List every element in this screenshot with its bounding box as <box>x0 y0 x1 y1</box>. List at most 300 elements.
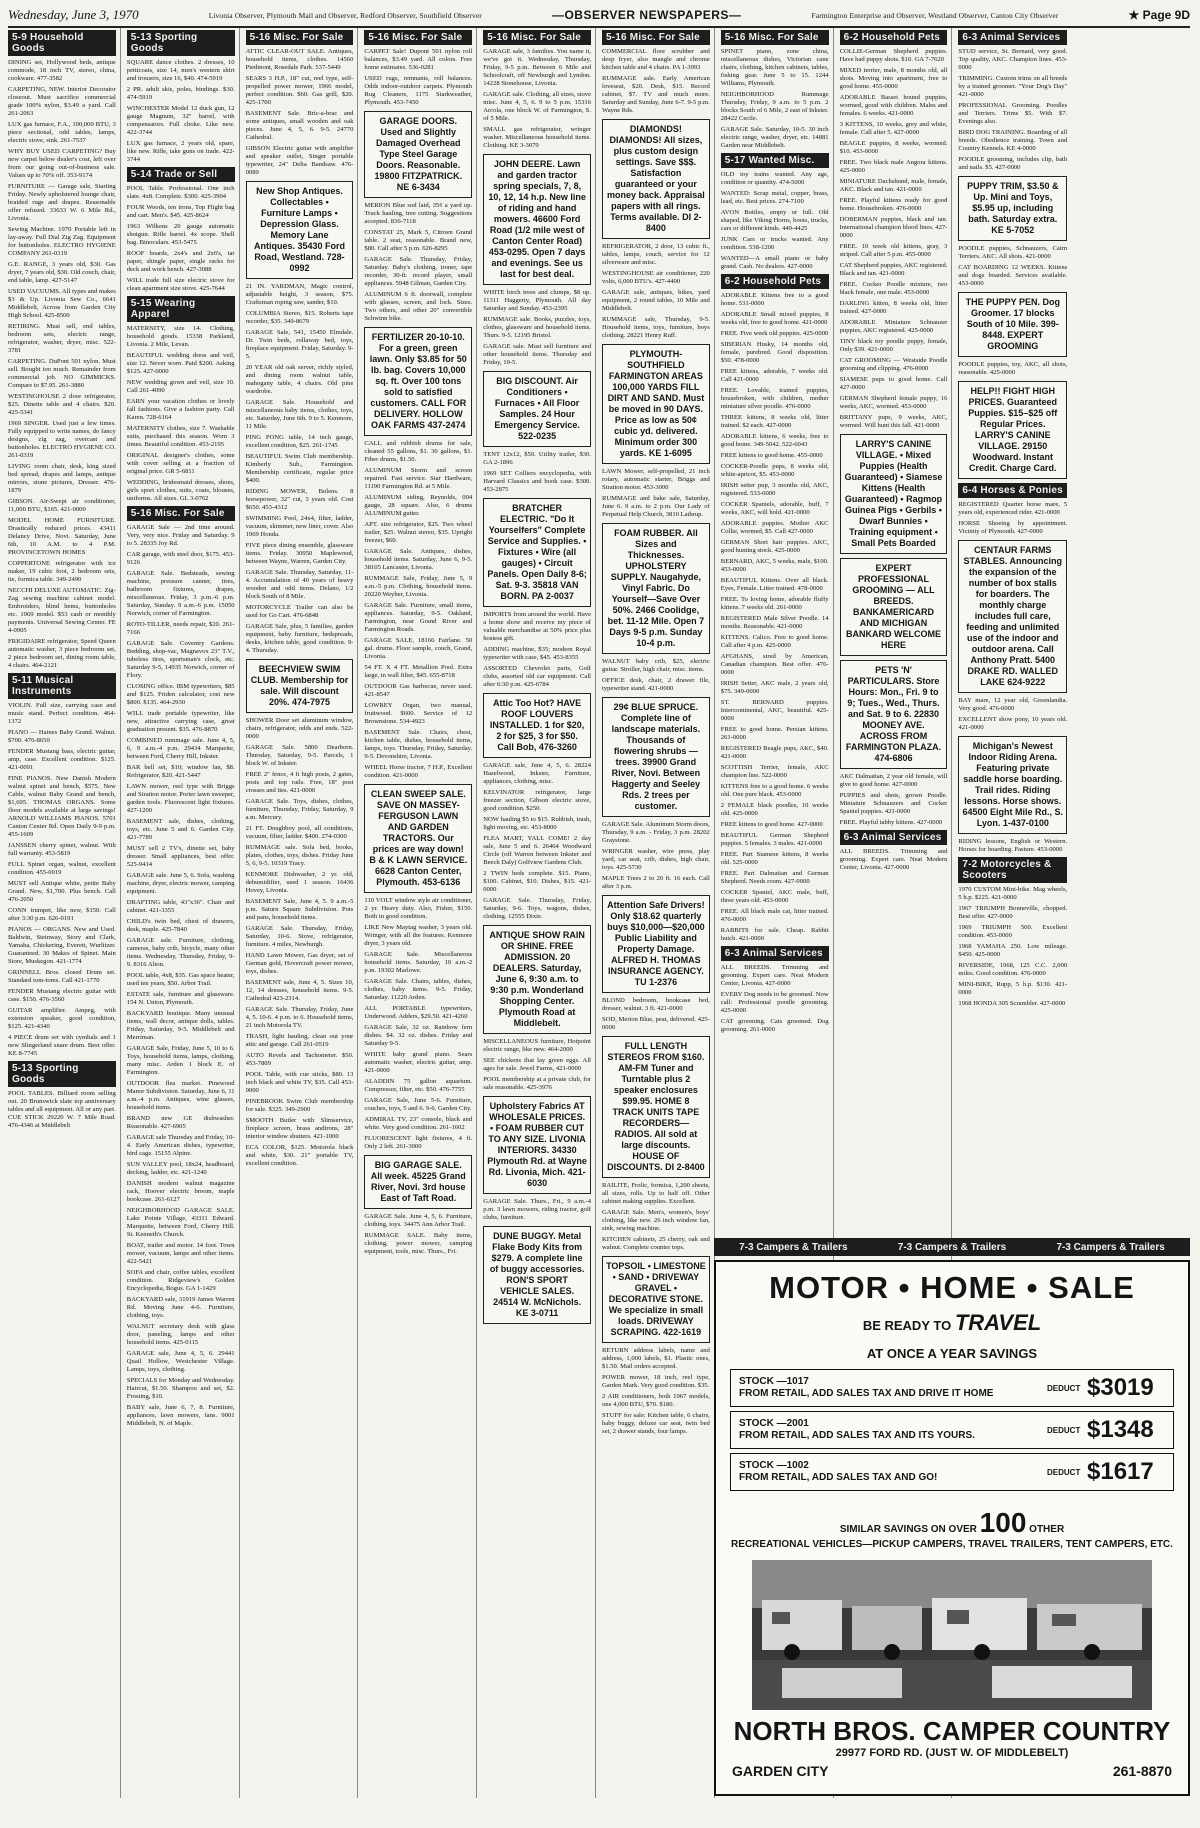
classified-ad: MUST sell Antique white, petite Baby Grand. New, $1,700. Plus bench. Call 476-2050 <box>8 880 116 903</box>
classified-ad: GARAGE Sale. Saturday, 10-5. 30 inch electric range, washer, dryer, etc. 14881 Garden near Middlebelt. <box>720 126 829 149</box>
display-ad-text: TOPSOIL • LIMESTONE • SAND • DRIVEWAY GRAVEL • DECORATIVE STONE. We specialize in small loads. DRIVEWAY SCRAPING. 422-1619 <box>606 1261 706 1337</box>
display-ad-text: New Shop Antiques. Collectables • Furniture Lamps • Depression Glass. Memory Lane Antiques. 35430 Ford Road, Westland. 728-0992 <box>253 186 345 273</box>
classified-ad: GARAGE Sale. Bedsteads, sewing machine, pressure canner, tires, bathroom fixtures, drapes, miscellaneous. Friday, 3 p.m.-6 p.m. Saturday, Sunday. 9 a.m.-6 p.m. 15050 Norwich, corner of Farmington. <box>126 570 235 617</box>
classified-ad: KELVINATOR refrigerator, large freezer section, Gibson electric stove, good condition. $250. <box>483 789 591 812</box>
classified-ad: ALADDIN 75 gallon aquarium. Compressor, filter, etc. $50. 476-7755 <box>364 1078 473 1093</box>
classified-ad: SHOWER Door set aluminum window, chairs, refrigerator, odds and ends. 522-0000 <box>245 717 354 740</box>
similar-savings: SIMILAR SAVINGS ON OVER 100 OTHER <box>839 1507 1065 1538</box>
classified-ad: WEDDING, bridesmaid dresses, shoes, girls sport clothes, suits, coats, blouses, uniforms. All sizes. GL 3-0762 <box>126 479 235 502</box>
category-heading: 7-2 Motorcycles & Scooters <box>958 857 1067 883</box>
masthead <box>8 4 1190 28</box>
display-ad-text: BIG GARAGE SALE. All week. 45225 Grand River, Novi. 3rd house East of Taft Road. <box>370 1160 466 1203</box>
classified-ad: CONSTAT 25, Mark 5, Citroen Grand table. 2 seat, reasonable. Brand new, $80. Call after 5 p.m. 626-8295 <box>364 229 473 252</box>
classified-ad: SWIMMING Pool, 24x4, filter, ladder, vacuum, skimmer, new liner, cover. Also 1969 Honda. <box>245 515 354 538</box>
stock-number: STOCK —1002 <box>739 1460 809 1471</box>
classified-ad: ADORABLE puppies. Mother AKC Collie, wormed, $5. Call 427-0000 <box>720 520 829 535</box>
classified-ad: FREE. Two black male Angora kittens. 425-0000 <box>839 159 948 174</box>
display-ad <box>958 540 1067 693</box>
classified-ad: CAT Shepherd puppies, AKC registered. Black and tan. 421-0000 <box>839 262 948 277</box>
display-ad-text: PUPPY TRIM, $3.50 & Up. Mini and Toys, $5.95 up, including bath. Saturday extra. KE 5-7052 <box>967 181 1059 235</box>
classified-ad: AVON Bottles, empty or full. Old shaped, like Viking Horns, boots, trucks, cars or different kinds. 449-4425 <box>720 209 829 232</box>
classified-ad: FENDER Mustang electric guitar with case. $150. 476-3560 <box>8 988 116 1003</box>
classified-ad: FLEA MART, YALL COME! 2 day sale, June 5 and 6. 26464 Woodward Circle (off Warren between Inkster and Beech Daly) Golfview Gardens Club. <box>483 835 591 866</box>
classified-ad: TRASH, light hauling, clean out your attic and garage. Call 261-0519 <box>245 1033 354 1048</box>
category-heading: 6-2 Household Pets <box>721 274 829 289</box>
category-heading: 5-11 Musical Instruments <box>8 673 116 699</box>
category-heading: 5-17 Wanted Misc. <box>721 153 829 168</box>
display-ad <box>364 784 472 893</box>
classified-ad: DRAFTING table, 43"x36". Chair and cabinet. 421-3355 <box>126 899 235 914</box>
classified-ad: 1969 SINGER. Used just a few times. Fully equipped to write names, do fancy designs, zig zag, overcast and buttonholes. ELECTRO HYGIENE CO. 261-0319 <box>8 420 116 459</box>
display-ad-text: FOAM RUBBER. All Sizes and Thicknesses. UPHOLSTERY SUPPLY. Naugahyde, Vinyl Fabric. Do Yourself—Save Over 50%. 2466 Coolidge, bet. 11-12 Mile. Open 7 Days 9-5 p.m. Sunday 10-4 p.m. <box>607 528 705 648</box>
classified-ad: SEE chickens that lay green eggs. All ages for sale. Jewel Farms, 421-0000 <box>483 1057 591 1072</box>
classified-ad: 1970 CUSTOM Mini-bike. Mag wheels, 5 h.p. $225. 421-0000 <box>958 886 1068 901</box>
classified-ad: BEAUTIFUL Swim Club membership. Kimberly Sub., Farmington. Membership certificate, regular price $400. <box>245 453 354 484</box>
classified-ad: POOL Table. Professional. One inch slate. 4x8. Complete. $300. 425-3904 <box>126 185 235 200</box>
classified-ad: STUFF for sale: Kitchen table, 6 chairs, baby buggy, deluxe car seat, twin bed set, 2 drawer stands, four lamps. <box>602 1412 710 1435</box>
classified-ad: KENMORE Dishwasher, 2 yr. old, dehumidifier, used 1 season. 16436 Hovey, Livonia. <box>245 871 354 894</box>
display-ad <box>602 119 710 239</box>
classified-ad: BABY sale, June 6, 7, 8. Furniture, appliances, lawn mowers, fans. 9001 Middlebelt, N. of Maple. <box>126 1404 235 1427</box>
classified-ad: NOW hauling $5 to $15. Rubbish, trash, light moving, etc. 453-8000 <box>483 816 591 831</box>
classified-ad: WINCHESTER Model 12 duck gun, 12 gauge Magnum, 32" barrel, with compensators. Full choke. Like new. 422-3744 <box>126 105 235 136</box>
classified-ad: MINI-BIKE, Rupp, 5 h.p. $130. 421-0000 <box>958 981 1068 996</box>
category-heading: 5-16 Misc. For Sale <box>602 30 710 45</box>
classified-ad: FREE kittens to good home. 455-0000 <box>720 452 823 459</box>
classified-ad: GARAGE sale, antiques, bikes, yard equipment, 2 round tables, 10 Mile and Middlebelt. <box>602 289 710 312</box>
classified-ad: AUTO Revels and Tachometer. $50. 453-7809 <box>245 1052 354 1067</box>
classified-ad: ALL BREEDS. Trimming and grooming. Expert care. Neat Modern Center, Livonia. 427-0000 <box>720 964 829 987</box>
classified-ad: CLOSING office. IBM typewriters, $85 and $125. Friden calculator, cost new $800. $135. 464-2930 <box>126 683 235 706</box>
classified-ad: THREE kittens, 8 weeks old, litter trained. $2 each. 427-0000 <box>720 414 829 429</box>
classified-ad: COCKER Spaniels, adorable, buff, 7 weeks, AKC, will hold. 421-0000 <box>720 501 829 516</box>
classified-ad: SIAMESE pups to good home. Call 427-0000 <box>839 376 948 391</box>
classified-ad: 1963 Wilkens 20 gauge automatic shotgun. Rifle barrel. 4x scope. Shell bag. Binoculars. 453-5475 <box>126 223 235 246</box>
classified-ad: OFFICE desk, chair, 2 drawer file, typewriter stand. 421-0000 <box>602 677 710 692</box>
classified-ad: GERMAN Shepherd female puppy, 16 weeks, AKC, wormed. 453-0000 <box>839 395 948 410</box>
classified-ad: FREE. Playful kittens ready for good home. Housebroken. 476-0000 <box>839 197 948 212</box>
display-ad-text: DUNE BUGGY. Metal Flake Body Kits from $279. A complete line of buggy accessories. RON'S SPORT VEHICLE SALES. 24514 W. McNichols. KE 3-0711 <box>489 1231 585 1318</box>
classified-ad: GARAGE Sale. Chairs, tables, dishes, clothes, baby items. 9-5. Friday, Saturday. 11220 Arden. <box>364 978 473 1001</box>
stock-terms: FROM RETAIL, ADD SALES TAX AND GO! <box>739 1472 938 1483</box>
display-ad <box>958 736 1067 834</box>
classified-ad: SUN VALLEY pool, 18x24, headboard, decking, ladder, etc. 421-1240 <box>126 1161 235 1176</box>
classified-ad: POODLE grooming, includes clip, bath and nails. $5. 427-0000 <box>958 156 1068 171</box>
classified-ad: CARPET Sale! Dupont 501 nylon roll balances, $3.49 yard. All colors. Free home estimates. 536-0281 <box>364 48 473 71</box>
classified-ad: GARAGE Sale. Thursday, Friday, Saturday. Baby's clothing, ironer, tape recorder, 30-ft. record player, small appliances. 5948 Gilman, Garden City. <box>364 256 473 287</box>
classified-ad: MODEL HOME FURNITURE. Drastically reduced prices. 43411 Delancy Drive, Novi. Saturday, June 6th, 10 A.M. to 4 P.M. PROVINCETOWN HOMES <box>8 517 116 556</box>
classified-ad: IRISH setter pup, 3 months old, AKC, registered. 533-0000 <box>720 482 829 497</box>
category-heading: 7-3 Campers & Trailers <box>1056 1241 1165 1253</box>
category-heading: 5-16 Misc. For Sale <box>721 30 829 45</box>
classified-ad: WHITE baby grand piano. Sears automatic washer, electric guitar, amp. 421-0000 <box>364 1051 473 1074</box>
display-ad-text: Upholstery Fabrics AT WHOLESALE PRICES. • FOAM RUBBER CUT TO ANY SIZE. LIVONIA INTERIORS. 34330 Plymouth Rd. at Wayne Rd. Livonia, Mich. 421-6030 <box>487 1101 587 1188</box>
display-ad <box>246 659 354 713</box>
classified-ad: 54 FT. X 4 FT. Metallion Pool. Extra large, in wall filter, $45. 655-8718 <box>364 664 473 679</box>
category-heading: 5-14 Trade or Sell <box>127 167 235 182</box>
camper-lot-image <box>752 1560 1152 1710</box>
classified-ad: GIBSON. Air-Swept air conditioner, 11,000 BTU, $165. 421-0000 <box>8 498 116 513</box>
classified-ad: KITCHEN cabinets, 25 cherry, oak and walnut. Complete counter tops. <box>602 1236 710 1251</box>
stock-number: STOCK —2001 <box>739 1418 809 1429</box>
classified-ad: FREE kittens to good home. 427-0000 <box>720 821 823 828</box>
classified-ad: GARAGE Sale. Men's, women's, boys' clothing, like new. 26 inch window fan, sink, sewing machine. <box>602 1209 710 1232</box>
classified-ad: BASEMENT Sale, June 4, 5. 9 a.m.-5 p.m. Saturn Square Subdivision. Pots and pans, household items. <box>245 898 354 921</box>
classified-ad: CAR garage, with steel door, $175. 453-9126 <box>126 551 235 566</box>
classified-ad: CALL and rubbish drums for sale, cleaned 55 gallons, $1. 30 gallons, $1. Fiber drums, $1.50. <box>364 440 473 463</box>
classified-ad: FOUR Woods, ten irons, Top Flight bag and cart. Men's. $45. 425-8624 <box>126 204 235 219</box>
classified-ad: FREE. 10 week old kittens, gray, 3 striped. Call after 5 p.m. 455-0000 <box>839 243 948 258</box>
classified-ad: WHY BUY USED CARPETING? Buy new carpet below dealer's cost, left over from our going out-of-business sale. Values up to 70% off. 353-9174 <box>8 148 116 179</box>
classified-ad: ADDING machine, $35; modern Royal typewriter with case, $45. 453-8355 <box>483 646 591 661</box>
classified-ad: FURNITURE — Garage sale, Starting Friday. Newly upholstered lounge chair, braided rugs and drapes. Reasonable offer refused. 33633 W. 6 Mile Rd., Livonia. <box>8 183 116 222</box>
display-ad-text: CENTAUR FARMS STABLES. Announcing the expansion of the number of box stalls for boarders. The monthly charge includes full care, feeding and unlimited use of the indoor and outdoor arena. Call Anthony Pratt. 5400 DRAKE RD. WALLED LAKE 624-9222 <box>963 545 1063 687</box>
category-heading: 5-13 Sporting Goods <box>8 1061 116 1087</box>
category-heading: 7-3 Campers & Trailers <box>897 1241 1007 1253</box>
travel-word: TRAVEL <box>954 1310 1042 1335</box>
display-ad <box>958 381 1067 479</box>
category-heading: 5-16 Misc. For Sale <box>364 30 472 45</box>
classified-ad: ROOF boards, 2x4's and 2x6's, tar paper, shingle paper, single racks for deck and work bench. 427-3088 <box>126 250 235 273</box>
classified-ad: APT. size refrigerator, $25. Two wheel trailer, $25. Walnut stereo, $35. Upright freezer, $60. <box>364 521 473 544</box>
classified-ad: FREE. To loving home, adorable fluffy kittens. 7 weeks old. 261-0000 <box>720 596 829 611</box>
classified-ad: WALNUT secretary desk with glass door, paneling, lamps and other household items. 425-0115 <box>126 1323 235 1346</box>
vehicle-types: RECREATIONAL VEHICLES—PICKUP CAMPERS, TRAVEL TRAILERS, TENT CAMPERS, ETC. <box>731 1539 1173 1550</box>
classified-ad: MOTORCYCLE Trailer can also be used for Go Cart. 476-6848 <box>245 604 354 619</box>
deduct-amount: $1617 <box>1087 1458 1154 1485</box>
display-ad <box>483 154 591 285</box>
category-heading: 6-3 Animal Services <box>958 30 1067 45</box>
classified-ad: CAT GROOMING — Westside Poodle grooming and clipping. 476-0000 <box>839 357 948 372</box>
ad-tagline: BE READY TO TRAVEL <box>862 1310 1042 1335</box>
classified-ad: LUX gas furnace, F.A., 100,000 BTU, 3 piece sectional, odd tables, lamps, electric stove, sink. 261-7537 <box>8 121 116 144</box>
classified-ad: KITTENS free to a good home. 6 weeks old. One pure black. 453-0000 <box>720 783 829 798</box>
classified-ad: FREE. Part Siamese kittens, 8 weeks old. 525-0000 <box>720 851 829 866</box>
classified-ad: GARAGE sale, June 4, 5, 6. 28224 Hazelwood, Inkster, Furniture, appliances, clothing, misc. <box>483 762 591 785</box>
category-heading: 5-13 Sporting Goods <box>127 30 235 56</box>
classified-ad: USED rugs, remnants, roll balances. Odds indoor-outdoor carpets. Plymouth Rug Cleaners, 1175 Starkweather, Plymouth. 453-7450 <box>364 75 473 106</box>
classified-ad: GARAGE sale, 3 families. You name it, we've got it. Wednesday, Thursday, Friday, 9-5 p.m. Between 6 Mile and Schoolcraft, off Newburgh and Lyndon. 14228 Stonehouse, Livonia. <box>483 48 591 87</box>
classified-ad: OUTDOOR flea market. Pinewood Manor Subdivision. Saturday, June 6, 11 a.m.-4 p.m. Antiques, wine glasses, household items. <box>126 1080 235 1111</box>
classified-ad: SQUARE dance clothes. 2 dresses, 10 petticoats, size 14, men's western shirt and trousers, size 16, $40. 474-5919 <box>126 59 235 82</box>
classified-ad: POODLE puppies, toy, AKC, all shots, reasonable. 425-0000 <box>958 361 1068 376</box>
classified-ad: 2 TWIN beds complete. $15. Piano, $100. Cabinet, $10. Dishes, $15. 421-0000 <box>483 870 591 893</box>
classified-ad: GARAGE Sale. Toys, dishes, clothes, furniture, Thursday, Friday, Saturday, 9 a.m. Mercury. <box>245 798 354 821</box>
display-ad-text: HELP!! FIGHT HIGH PRICES. Guaranteed Puppies. $15–$25 off Regular Prices. LARRY'S CANINE VILLAGE. 29150 Woodward. Instant Credit. Charge Card. <box>968 386 1058 473</box>
classified-ad: RUMMAGE and bake sale, Saturday, June 6. 9 a.m. to 2 p.m. Our Lady of Perpetual Help Church, 3810 Lathrup. <box>602 495 710 518</box>
classified-ad: POWER mower, 18 inch, reel type, Garden Mark. Very good condition. $35. <box>602 1374 710 1389</box>
classified-ad: 4 PIECE drum set with cymbals and 1 new Slingerland snare drum. Best offer. KE 8-7745 <box>8 1034 116 1057</box>
classified-ad: RAILITE, Frolic, formica, 1,200 sheets, all sizes, rolls. Up to half off. Other cabinet making supplies. Excellent. <box>602 1182 710 1205</box>
display-ad <box>483 693 591 758</box>
classified-ad: STUD service, St. Bernard, very good. Top quality, AKC. Champion lines. 453-0000 <box>958 48 1068 71</box>
display-ad-text: ANTIQUE SHOW RAIN OR SHINE. FREE ADMISSION. 20 DEALERS. Saturday, June 6, 9:30 a.m. to 9:30 p.m. Wonderland Shopping Center. Plymouth Road at Middlebelt. <box>489 930 585 1028</box>
classified-ad: 20 YEAR old oak server, richly styled, and dining room walnut table, mahogany table, 4 chairs. Old pine wardrobe. <box>245 364 354 395</box>
classified-ad: SMOOTH Butler with Slimservice, fireplace screen, brass andirons, 28" interior window shutters. 421-1000 <box>245 1117 354 1140</box>
classified-ad: FREE. Lovable, trained puppies, housebroken, with children, mother miniature silver poodle. 476-0000 <box>720 387 829 410</box>
camper-lot-photo <box>752 1560 1152 1710</box>
classified-ad: 2 AIR conditioners, both 1967 models, one 4,000 BTU, $70. $180. <box>602 1393 710 1408</box>
classified-ad: LUX gas furnace, 2 years old, spare, like new. Rifle, take guns on trade. 422-3744 <box>126 140 235 163</box>
classified-ad: REGISTERED Male Silver Poodle. 14 months. Reasonable. 421-0000 <box>720 615 829 630</box>
display-ad-text: FERTILIZER 20-10-10. For a green, green lawn. Only $3.85 for 50 lb. bag. Covers 10,000 sq. ft. Over 100 tons sold to satisfied customers. CALL FOR DELIVERY. HOLLOW OAK FARMS 437-2474 <box>369 332 467 430</box>
classified-ad: EVERY Dog needs to be groomed. Now call: Professional poodle grooming. 425-0000 <box>720 991 829 1014</box>
display-ad <box>840 434 948 554</box>
classified-ad: 3 KITTENS, 10 weeks, grey and white, female. Call after 5. 427-0000 <box>839 121 948 136</box>
classified-ad: 110 VOLT window style air conditioner, 2 yr. Heavy duty. Also, Fisher, $150. Both in good condition. <box>364 897 473 920</box>
classified-ad: MERION Blue sod laid, 35¢ a yard up. Truck hauling, tree cutting. Suggestions accepted. 836-7118 <box>364 202 473 225</box>
display-ad <box>364 1155 472 1209</box>
classified-ad: NEW wedding gown and veil, size 10. Call 261-4090 <box>126 379 235 394</box>
classified-ad: RUMMAGE sale. Books, puzzles, toys, clothes, glassware and household items. Thurs. 9-5. 12195 Bristol. <box>483 316 591 339</box>
display-ad <box>364 327 472 436</box>
classified-ad: GERMAN Short hair puppies. AKC, good hunting stock. 425-0000 <box>720 539 829 554</box>
classified-ad: ALUMINUM Storm and screen repaired. Fast service. Star Hardware, 11190 Farmington Rd. at 5 Mile. <box>364 467 473 490</box>
classified-ad: BAR bell set, $10; window fan, $8. Refrigerator, $20. 421-5447 <box>126 764 235 779</box>
display-ad <box>958 176 1067 241</box>
dealer-name: NORTH BROS. CAMPER COUNTRY <box>733 1716 1171 1746</box>
classified-ad: GARAGE Sale. Thursday, Saturday, 11-4. Accumulation of 40 years of heavy wooden and odd items. Delano, 1/2 block South of 8 Mile. <box>245 569 354 600</box>
classified-ad: TINY black toy poodle puppy, female, Only $39. 421-0000 <box>839 338 948 353</box>
classified-ad: DOBERMAN puppies, black and tan. International champion blood lines. 427-0000 <box>839 216 948 239</box>
classified-ad: 2 FEMALE black poodles, 10 weeks old. 425-0000 <box>720 802 829 817</box>
category-heading: 5-15 Wearing Apparel <box>127 296 235 322</box>
display-ad <box>958 292 1067 357</box>
classified-ad: USED VACUUMS. All types and makes $3 & Up. Livonia Sew Co., 6641 Middlebelt, Across from Garden City High School. 425-8500 <box>8 288 116 319</box>
classified-ad: IRISH Setter, AKC male, 2 years old, $75. 349-0000 <box>720 680 829 695</box>
classified-ad: GARAGE sale. Clothing, all sizes, stove misc. June 4, 5, 6. 9 to 5 p.m. 15316 Arcola, one block W. of Farmington, S. of 5 Mile. <box>483 91 591 122</box>
stock-offer <box>730 1453 1174 1491</box>
classified-ad: GARAGE Sale. Household and miscellaneous baby items, clothes, toys, etc. Saturday, June 6th. 9 to 5. Kenmore, 11 Mile. <box>245 399 354 430</box>
classified-ad: FREE. Part Dalmatian and German Shepherd. Needs room. 427-0000 <box>720 870 829 885</box>
classified-ad: WHITE birch trees and clumps, $8 up. 11311 Haggerty, Plymouth. All day Saturday and Sunday. 453-2395 <box>483 289 591 312</box>
classified-column <box>246 28 359 1798</box>
stock-terms: FROM RETAIL, ADD SALES TAX AND DRIVE IT HOME <box>739 1388 994 1399</box>
dealer-city: GARDEN CITY <box>732 1763 829 1779</box>
category-heading: 6-4 Horses & Ponies <box>958 483 1067 498</box>
classified-ad: PUPPIES and shots, grown Poodle. Miniature Schnauzers and Cocker Spaniel puppies. 421-0000 <box>839 792 948 815</box>
display-ad <box>602 697 710 817</box>
classified-ad: COMBINED rummage sale. June 4, 5, 6, 9 a.m.-4 p.m. 29434 Marquette, between Ford, Cherry Hill, Inkster. <box>126 737 235 760</box>
classified-ad: FREE. Playful tabby kittens. 427-0000 <box>839 819 943 826</box>
classified-ad: EXCELLENT show pony, 10 years old. 421-0000 <box>958 716 1068 731</box>
classified-ad: POOL TABLES. Billiard room selling out. 20 Brunswick slate top anniversary tables and all equipment. All or any part. CUE STICK 29220 W. 7 Mile Road. 476-4346 at Middlebelt <box>8 1090 116 1129</box>
classified-ad: RABBITS for sale. Cheap. Rabbit hutch. 421-0000 <box>720 927 829 942</box>
classified-ad: NEIGHBORHOOD GARAGE SALE. Lake Pointe Village, 43311 Edward. Marquette, between Ford, Cherry Hill. St. Kenneth's Church. <box>126 1207 235 1238</box>
classified-ad: GARAGE sale Thursday and Friday, 10-4. Early American dishes, typewriter, bird cage. 15155 Alpine. <box>126 1134 235 1157</box>
display-ad <box>840 558 948 656</box>
classified-ad: BAY mare, 12 year old, Greenlandia. Very good. 476-0000 <box>958 697 1068 712</box>
classified-ad: WANTED—A small piano or baby grand. Cash. No dealers. 427-0000 <box>720 255 829 270</box>
classified-ad: BEAUTIFUL German Shepherd puppies. 5 females. 3 males. 421-0000 <box>720 832 829 847</box>
classified-ad: GARAGE Sale. Miscellaneous household items. Saturday, 10 a.m.-2 p.m. 19302 Marlowe. <box>364 951 473 974</box>
stock-offer <box>730 1369 1174 1407</box>
classified-ad: FREE to good home. Persian kittens. 261-0000 <box>720 726 829 741</box>
classified-ad: ALL BREEDS. Trimming and grooming. Expert care. Neat Modern Center, Livonia. 427-0000 <box>839 848 948 871</box>
classified-ad: ADMIRAL TV, 23" console, black and white. Very good condition. 261-1602 <box>364 1116 473 1131</box>
classified-ad: WANTED: Scrap metal, copper, brass, lead, etc. Best prices. 274-7100 <box>720 190 829 205</box>
display-ad-text: CLEAN SWEEP SALE. SAVE ON MASSEY-FERGUSON LAWN AND GARDEN TRACTORS. Our prices are way down! B & K LAWN SERVICE. 6628 Canton Center, Plymouth. 453-6136 <box>369 789 468 887</box>
campers-category-bar <box>714 1238 1190 1256</box>
classified-ad: KITTENS. Calico. Free to good home. Call after 4 p.m. 425-0000 <box>720 634 829 649</box>
classified-ad: BEAUTIFUL Kittens. Over all black. Eyes, Female. Litter trained. 478-0000 <box>720 577 829 592</box>
classified-ad: GRINNELL Bros. closed Drum set. Standard tom-toms. Call 421-1770 <box>8 969 116 984</box>
deduct-amount: $1348 <box>1087 1416 1154 1443</box>
category-heading: 6-2 Household Pets <box>840 30 948 45</box>
classified-column <box>127 28 240 1798</box>
classified-ad: GARAGE Sale. 5800 Dearborn. Thursday, Saturday, 9-5. Parcels, 1 block W. of Inkster. <box>245 744 354 767</box>
classified-ad: HAND Lawn Mower, Gas dryer, set of German gold, Hovercraft power mower, toys, dishes. <box>245 952 354 975</box>
display-ad <box>483 1096 591 1194</box>
classified-ad: DANISH modern walnut magazine rack, Hoover electric broom, maple bookcase. 261-6127 <box>126 1180 235 1203</box>
display-ad-text: JOHN DEERE. Lawn and garden tractor spring specials, 7, 8, 10, 12, 14 h.p. New line of riding and hand mowers. 46600 Ford Road (1/2 mile west of Canton Center Road) 453-0295. Open 7 days and evenings. See us last for best deal. <box>488 159 586 279</box>
classified-ad: RIVERSIDE, 1968, 125 C.C. 2,000 miles. Good condition. 476-0000 <box>958 962 1068 977</box>
classified-ad: NECCHI DELUXE AUTOMATIC. Zig-Zag sewing machine cabinet model. Embroiders, blind hems, buttonholes etc. 1969 model. $53 cash or monthly payments. Universal Sewing Center. FE 4-0905 <box>8 587 116 634</box>
classified-ad: FREE. Five week old puppies. 425-0000 <box>720 330 829 337</box>
classified-ad: GUITAR amplifier. Ampeg, with extension speaker, good condition, $125. 421-4340 <box>8 1007 116 1030</box>
classified-ad: BEAGLE puppies, 8 weeks, wormed. $10. 453-0000 <box>839 140 948 155</box>
classified-ad: FULL Spinet organ, walnut, excellent condition. 455-0019 <box>8 861 116 876</box>
classified-ad: MIXED terrier, male, 8 months old, all shots. Moving into apartment, free to good home. 455-0000 <box>839 67 948 90</box>
classified-ad: PINEBROOK Swim Club membership for sale. $325. 349-2900 <box>245 1098 354 1113</box>
display-ad-text: GARAGE DOORS. Used and Slightly Damaged Overhead Type Steel Garage Doors. Reasonable. 19800 FITZPATRICK. NE 6-3434 <box>374 116 463 192</box>
classified-ad: COMMERCIAL floor scrubber and deep fryer, also mangle and chrome kitchen table and 4 chairs. PA 1-3093 <box>602 48 710 71</box>
classified-ad: LAWN Mower, self-propelled, 21 inch rotary, automatic starter, Briggs and Stratton motor. 453-3000 <box>602 468 710 491</box>
classified-ad: RUMMAGE Sale, Friday, June 5, 9 a.m.-5 p.m. Clothing, household items. 20220 Weyher, Livonia. <box>364 575 473 598</box>
classified-ad: SEARS 3 H.P., 18" cut, reel type, self-propelled power mower, 1966 model, perfect condition. $60. Gas grill, $20. 425-1700 <box>245 75 354 106</box>
classified-ad: ALL PORTABLE typewriters, Underwood. Adders, $29.50. 421-4260 <box>364 1005 473 1020</box>
classified-ad: GARAGE Sale. Antiques, dishes, household items. Saturday, June 6, 9-5. 38105 Lancaster, Livonia. <box>364 548 473 571</box>
classified-ad: JANSSEN cherry spinet, walnut. With full warranty. 453-5819 <box>8 842 116 857</box>
display-ad <box>602 523 710 654</box>
classified-ad: ECA COLOR, $125. Motorola black and white, $30. 21" portable TV, excellent condition. <box>245 1144 354 1167</box>
classified-ad: COCKER Spaniel, AKC male, buff, three years old. 453-0000 <box>720 889 829 904</box>
classified-ad: EARN your vacation clothes or lovely fall fashions. Give a fashion party. Call Karen. 728-6164 <box>126 398 235 421</box>
dealer-phone: 261-8870 <box>1112 1763 1172 1779</box>
publications-left: Livonia Observer, Plymouth Mail and Observer, Redford Observer, Southfield Observer <box>208 10 482 20</box>
classified-ad: ADORABLE Miniature Schnauzer puppies, AKC registered. 425-0000 <box>839 319 948 334</box>
classified-ad: GARAGE Sale, plus, 5 families, garden equipment, baby furniture, bedspreads, desks, kitchen table, good condition. 9-4. Thursday. <box>245 623 354 654</box>
classified-ad: SOFA and chair, coffee tables, excellent condition. Ridgeview's Golden Encyclopedia, Bogus. GA 1-1429 <box>126 1269 235 1292</box>
classified-ad: 2 PR. adult skis, poles, bindings. $30. 474-5919 <box>126 86 235 101</box>
classified-ad: LAWN mower, reel type with Briggs and Stratton motor. Porter lawn sweeper, garden tools. Fluorescent light fixtures. 427-1200 <box>126 783 235 814</box>
classified-ad: GARAGE Sale — 2nd time around. Very, very nice. Friday and Saturday. 9 to 5. 28335 Joy Rd. <box>126 524 235 547</box>
classified-ad: RETURN address labels, name and address, 1,000 labels, $1. Plastic ones, $1.50. Mail orders accepted. <box>602 1347 710 1370</box>
classified-ad: GIBSON Electric guitar with amplifier and speaker outlet, Singer portable typewriter, 24" Delta Bandsaw. 476-0089 <box>245 145 354 176</box>
classified-ad: PIANO — Haines Baby Grand. Walnut. $700. 476-8650 <box>8 729 116 744</box>
stock-offer <box>730 1411 1174 1449</box>
classified-column <box>8 28 121 1798</box>
classified-ad: FREE kittens, adorable, 7 weeks old. Call 421-0000 <box>720 368 829 383</box>
category-heading: 5-16 Misc. For Sale <box>246 30 354 45</box>
classified-ad: WALNUT baby crib, $25, electric guitar. Stroller, high chair, misc. items. <box>602 658 710 673</box>
classified-ad: ROTO-TILLER, needs repair, $20. 261-7166 <box>126 621 235 636</box>
classified-ad: REFRIGERATOR, 2 door, 13 cubic ft., tables, lamps, couch, service for 12 silverware and misc. <box>602 243 710 266</box>
classified-ad: FRIGIDAIRE refrigerator, Speed Queen automatic washer, 3 piece bedroom set, 2 piece bedroom set, dining room table, 4 chairs. 464-2121 <box>8 638 116 669</box>
classified-ad: FREE 2" fence, 4 ft high posts, 2 gates, posts and top rails. Free, 18" post crosses and ties. 421-0000 <box>245 771 354 794</box>
classified-ad: AKC Dalmatian, 2 year old female, will give to good home. 427-0000 <box>839 773 948 788</box>
classified-ad: GARAGE Sale. Thursday, Friday, June 4, 5. 10-6. 4 p.m. to 6. Household items, 21 inch Motorola TV. <box>245 1006 354 1029</box>
classified-ad: GARAGE Sale. Thursday, Friday, Saturday, 10-6. Stove, refrigerator, furniture. 4 miles, Newburgh. <box>245 925 354 948</box>
classified-ad: GARAGE Sale, June 5-6. Furniture, couches, toys, 5 and 6. 9-6. Garden City. <box>364 1097 473 1112</box>
stock-terms: FROM RETAIL, ADD SALES TAX AND ITS YOURS. <box>739 1430 975 1441</box>
classified-ad: GARAGE Sale. Furniture, small items, appliances. Saturday, 9-5. Oakland, Farmington, near Grand River and Farmington Roads. <box>364 602 473 633</box>
classified-ad: FREE. All black male cat, litter trained. 476-0000 <box>720 908 829 923</box>
display-ad <box>364 111 472 198</box>
classified-ad: MATERNITY, size 14. Clothing, household goods. 15338 Parkland, Livonia. 2 Mile, Levan. <box>126 325 235 348</box>
classified-ad: RUMMAGE SALE. Baby items, clothing, power mower, camping equipment, tools, misc. Thurs., Fri. <box>364 1232 473 1255</box>
stock-number: STOCK —1017 <box>739 1376 809 1387</box>
classified-column <box>483 28 596 1798</box>
classified-ad: BOAT, trailer and motor. 14 foot. Town mower, vacuum, lamps and other items. 422-5421 <box>126 1242 235 1265</box>
classified-ad: LOWREY Organ, two manual, fruitwood. $600. Service of 12 Brownstone. 534-4923 <box>364 702 473 725</box>
display-ad <box>246 181 354 279</box>
classified-ad: SCOTTISH Terrier, female, AKC champion line. 522-0000 <box>720 764 829 779</box>
display-ad-text: LARRY'S CANINE VILLAGE. • Mixed Puppies (Health Guaranteed) • Siamese Kittens (Health Guaranteed) • Ragmop Guinea Pigs • Gerbils • Dwarf Bunnies • Training equipment • Small Pets Boarded <box>844 439 943 548</box>
issue-date: Wednesday, June 3, 1970 <box>8 7 139 22</box>
classified-ad: HORSE Shoeing by appointment. Vicinity of Plymouth. 427-0000 <box>958 520 1068 535</box>
ad-headline: MOTOR • HOME • SALE <box>769 1270 1135 1305</box>
classified-ad: SOD, Merion Blue, peat, delivered. 425-0000 <box>602 1016 710 1031</box>
classified-ad: TRIMMING. Custom trims on all breeds by a trained groomer. "Your Dog's Day" 421-0000 <box>958 75 1068 98</box>
classified-ad: BLOND bedroom, bookcase bed, dresser, walnut. 3 ft. 421-0000 <box>602 997 710 1012</box>
classified-ad: GARAGE Sale. Coventry Gardens. Bedding, shop-vac, Magnavox 23" T.V., tubeless tires, sportsman's clock, etc. Saturday 9-5, 14935 Norwich, corner of Flory. <box>126 640 235 679</box>
classified-ad: BERNARD, AKC, 5 weeks, male, $100. 453-0000 <box>720 558 829 573</box>
classified-ad: DARLING kitten, 8 weeks old, litter trained. 427-0000 <box>839 300 948 315</box>
classified-ad: MINIATURE Dachshund, male, female, AKC. Black and tan. 421-0000 <box>839 178 948 193</box>
classified-ad: 21 IN. YARDMAN, Magic control, adjustable height, 3 season, $75. Craftsman roping saw, sander, $10. <box>245 283 354 306</box>
classified-ad: IMPORTS from around the world. Have a home show and receive my piece of valuable merchandise at 50% price plus hostess gift. <box>483 611 591 642</box>
classified-ad: WRINGER washer, wire press, play yard, car seat, crib, dishes, high chair, toys. 425-5730 <box>602 848 710 871</box>
classified-ad: ALUMINUM siding, Reynolds, 004 gauge, 28 square. Also, 6 drums ALUMINUM gutter. <box>364 494 473 517</box>
category-heading: 7-3 Campers & Trailers <box>739 1241 848 1253</box>
classified-ad: ASSORTED Chevrolet parts, Golf clubs, assorted old car equipment. Call after 6:30 p.m. 425-6784 <box>483 665 591 688</box>
classified-ad: PROFESSIONAL Grooming. Poodles and Terriers. Trims $5. With $7. Evenings also. <box>958 102 1068 125</box>
display-ad <box>483 1226 591 1324</box>
classified-ad: 1969 TRIUMPH 500. Excellent condition. 453-0000 <box>958 924 1068 939</box>
display-ad <box>483 925 591 1034</box>
classified-ad: VIOLIN. Full size, carrying case and music stand. Perfect condition. 464-1372 <box>8 702 116 725</box>
display-ad-text: PETS 'N' PARTICULARS. Store Hours: Mon., Fri. 9 to 9; Tues., Wed., Thurs. and Sat. 9 to 6. 22830 MOONEY AVE. ACROSS FROM FARMINGTON PLAZA. 474-6806 <box>845 665 942 763</box>
classified-ad: RUMMAGE sale. Sofa bed, books, plates, clothes, toys, dishes. Friday June 5, 6, 9-5. 10319 Tracy. <box>245 844 354 867</box>
classified-ad: WHEEL Horse tractor, 7 H.P., Excellent condition. 421-0000 <box>364 764 473 779</box>
classified-ad: FIVE piece dining ensemble, glassware items. Friday. 30950 Maplewood, between Wayne, Warren, Garden City. <box>245 542 354 565</box>
vehicle-count: 100 <box>979 1507 1027 1538</box>
classified-ad: FLUORESCENT light fixtures, 4 ft. Only 2 left. 261-3000 <box>364 1135 473 1150</box>
display-ad <box>483 371 591 447</box>
category-heading: 5-9 Household Goods <box>8 30 116 56</box>
classified-ad: BACKYARD sale, 31919 James Warren Rd. Moving June 4-6. Furniture, clothing, toys. <box>126 1296 235 1319</box>
display-ad-text: EXPERT PROFESSIONAL GROOMING — ALL BREEDS. BANKAMERICARD AND MICHIGAN BANKARD WELCOME HERE <box>845 563 941 650</box>
classified-ad: CHILD's twin bed, chest of drawers, desk, maple. 425-7840 <box>126 918 235 933</box>
classified-ad: RIDING lessons, English or Western. Horses for boarding. Pasture. 453-0000 <box>958 838 1068 853</box>
display-ad-text: BRATCHER ELECTRIC. "Do It Yourselfers" Complete Service and Supplies. • Fixtures • Wire (all gauges) • Circuit Panels. Open Daily 8-6; Sat. 9-3. 35818 VAN BORN. PA 2-0037 <box>487 503 587 601</box>
display-ad <box>602 1256 710 1343</box>
classified-ad: GARAGE sale. Furniture, clothing, cameras, baby crib, bicycle, many other items. Wednesday, Thursday, Friday, 9-9. 8316 Alton. <box>126 937 235 968</box>
classified-ad: ST. BERNARD puppies. Intercontinental, AKC, beautiful. 425-0000 <box>720 699 829 722</box>
classified-ad: 21 FT. Doughboy pool, all conditions, vacuum, filter, ladder. $400. 274-0300 <box>245 825 354 840</box>
classified-ad: PING PONG table, 14 inch gauge, excellent condition, $25. 261-1745 <box>245 434 354 449</box>
classified-ad: BASEMENT sale, dishes, clothing, toys, etc. June 5 and 6. Garden City. 421-7789 <box>126 818 235 841</box>
classified-ad: ALUMINUM 6 ft. doorwall, complete with glasses, screen, and lock. Sizes. Two others, and other 20" convertible Schwinn bike. <box>364 291 473 322</box>
classified-ad: BASEMENT Sale. Chairs, chest, kitchen table, dishes, household items, lamps, toys. Thursday, Friday, Saturday. 9-5. Devonshire, Livonia. <box>364 729 473 760</box>
classified-ad: GARAGE SALE, 18166 Fairlane. 50 gal. drums. Floor sample, couch, Grand, Livonia. <box>364 637 473 660</box>
classified-ad: MAPLE Trees 2 to 20 ft. 16 each. Call after 3 p.m. <box>602 875 710 890</box>
classified-ad: MUST sell 2 TV's, dinette set, baby dresser. Small appliances, best offer. 525-9414 <box>126 845 235 868</box>
classified-ad: WESTINGHOUSE air conditioner, 220 volts, 6,000 BTU's. 427-4400 <box>602 270 710 285</box>
classified-ad: BRAND new GE dishwasher. Reasonable. 427-6905 <box>126 1115 235 1130</box>
classified-ad: ATTIC CLEAR-OUT SALE. Antiques, household items, clothes. 14560 Piedmont, Rosedale Park. 537-5449 <box>245 48 354 71</box>
